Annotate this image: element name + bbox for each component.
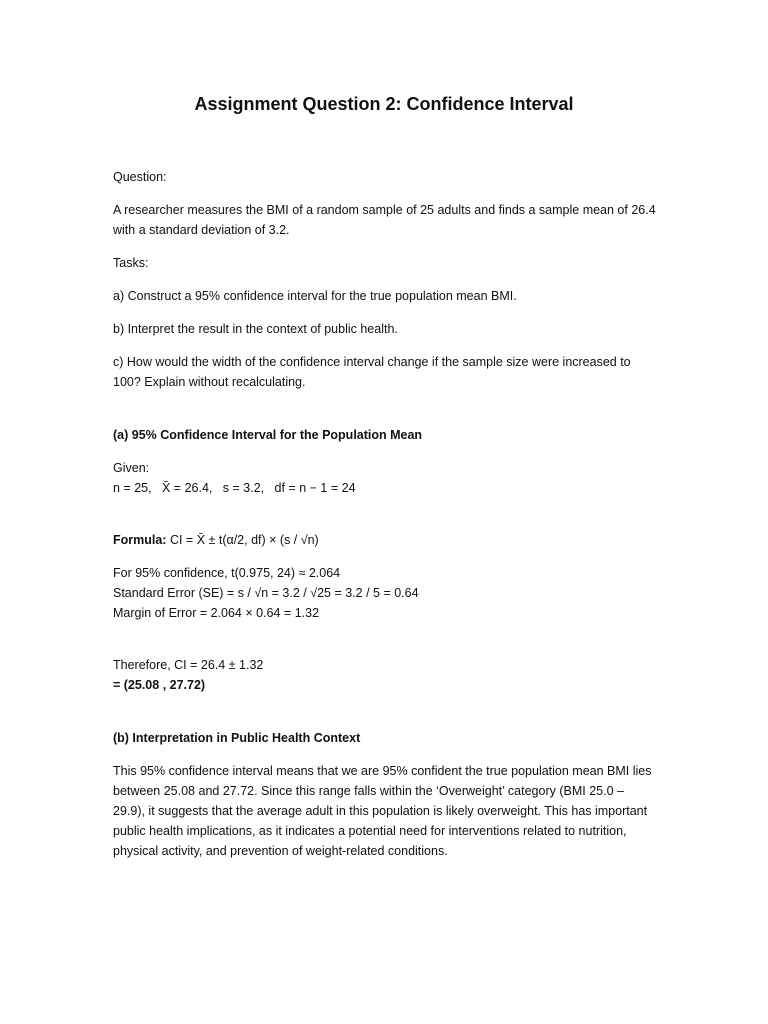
section-b-heading: (b) Interpretation in Public Health Context — [113, 731, 361, 745]
tasks-label: Tasks: — [113, 256, 149, 270]
task-c: c) How would the width of the confidence interval change if the sample size were increased to 100? Explain without recalculating. — [113, 355, 631, 389]
document-body — [113, 167, 658, 861]
formula-line — [113, 530, 658, 550]
step-standard-error: Standard Error (SE) = s / √n = 3.2 / √25 = 3.2 / 5 = 0.64 — [113, 586, 419, 600]
ci-result: = (25.08 , 27.72) — [113, 678, 206, 692]
given-values: n = 25, X̄ = 26.4, s = 3.2, df = n − 1 = 24 — [113, 481, 356, 495]
question-text: A researcher measures the BMI of a random sample of 25 adults and finds a sample mean of 26.4 with a standard deviation of 3.2. — [113, 203, 656, 237]
formula-label: Formula: — [113, 533, 167, 547]
question-label: Question: — [113, 170, 167, 184]
therefore-line: Therefore, CI = 26.4 ± 1.32 — [113, 658, 264, 672]
step-margin-of-error: Margin of Error = 2.064 × 0.64 = 1.32 — [113, 606, 320, 620]
formula-text: CI = X̄ ± t(α/2, df) × (s / √n) — [166, 533, 319, 547]
document-title: Assignment Question 2: Confidence Interval — [194, 94, 574, 114]
given-label: Given: — [113, 461, 150, 475]
section-a-heading: (a) 95% Confidence Interval for the Population Mean — [113, 428, 423, 442]
task-b: b) Interpret the result in the context of public health. — [113, 322, 398, 336]
task-a: a) Construct a 95% confidence interval for the true population mean BMI. — [113, 289, 517, 303]
interpretation-paragraph: This 95% confidence interval means that we are 95% confident the true population mean BMI lies between 25.08 and 27.72. Since this range falls within the ‘Overweight’ category (BMI 25.0 – 29.9), it suggests that the average adult in this population is likely overweight. This has important public health implications, as it indicates a potential need for interventions related to nutrition, physical activity, and prevention of weight-related conditions. — [113, 764, 652, 858]
step-t-value: For 95% confidence, t(0.975, 24) ≈ 2.064 — [113, 566, 341, 580]
